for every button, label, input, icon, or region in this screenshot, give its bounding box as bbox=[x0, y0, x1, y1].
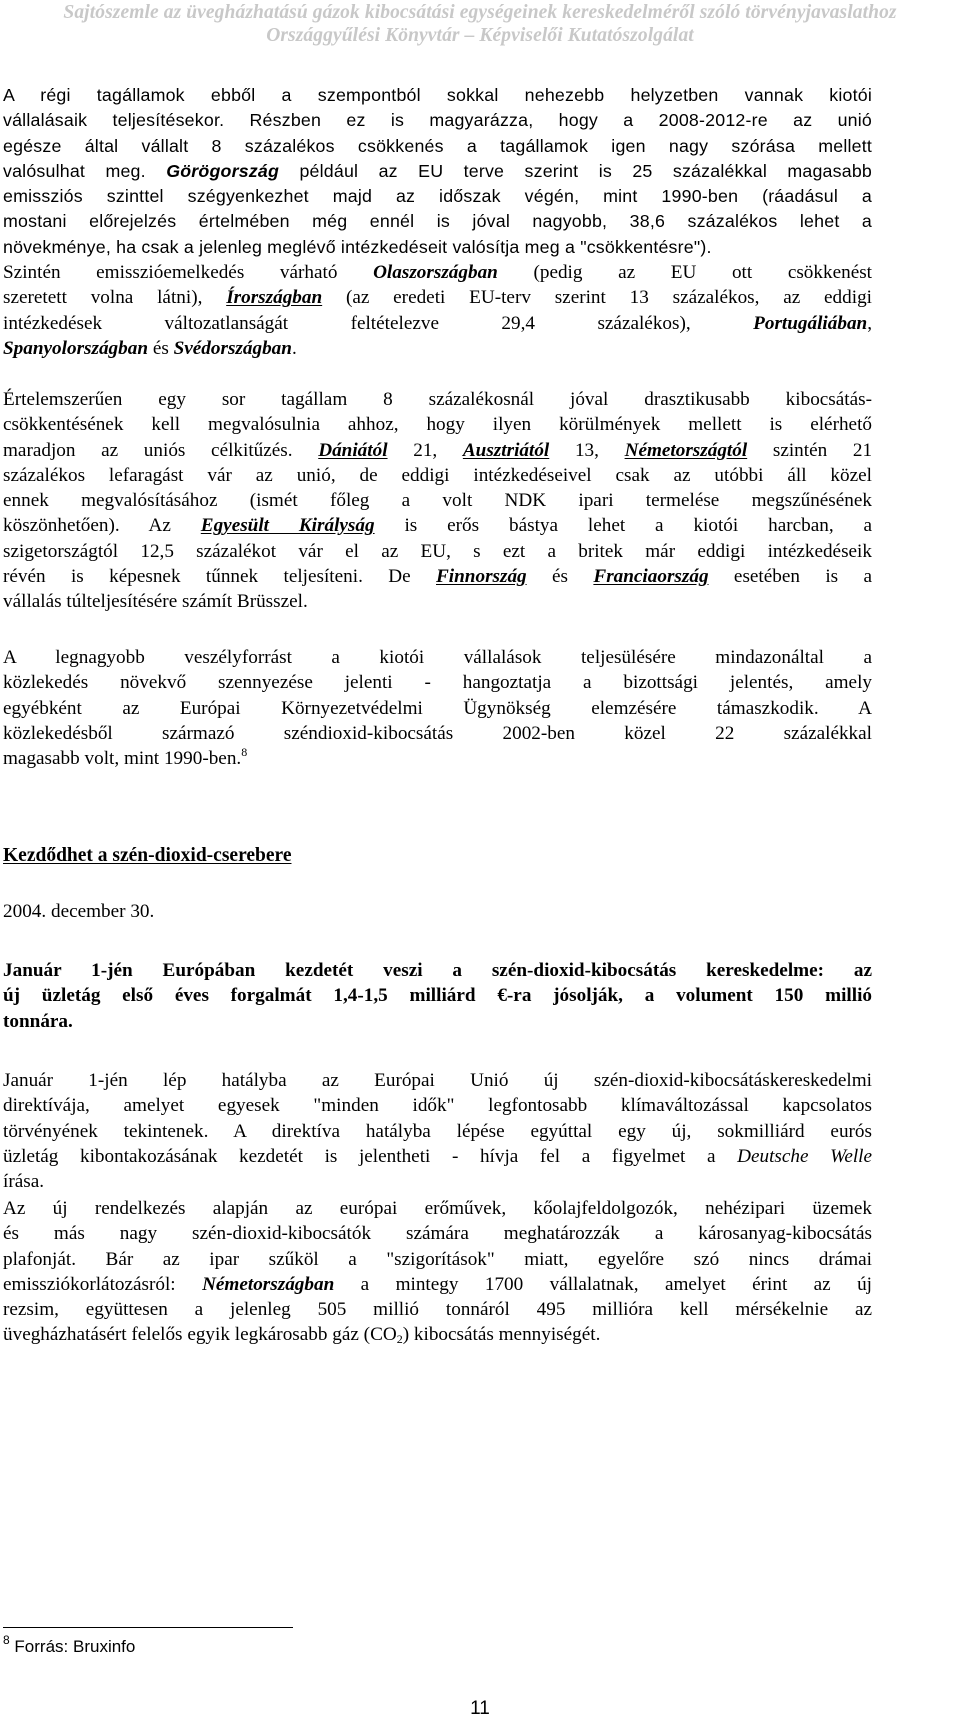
text-line: írása. bbox=[3, 1171, 45, 1193]
text-line: törvényének tekintenek. A direktíva hatályba lépése egyúttal egy új, sokmilliárd eurós bbox=[3, 1120, 872, 1142]
country-denmark: Dániától bbox=[318, 439, 388, 461]
text-line: százalékos lefaragást vár az unió, de eddigi intézkedéseivel csak az utóbbi áll közel bbox=[3, 464, 872, 486]
paragraph-3 bbox=[3, 645, 872, 771]
text-line: üzletág kibontakozásának kezdetét is jelentheti - hívja fel a figyelmet a Deutsche Welle bbox=[3, 1145, 873, 1167]
text-line: plafonját. Bár az ipar szűköl a "szigorítások" miatt, egyelőre szó nincs drámai bbox=[3, 1248, 872, 1270]
text-line: növekménye, ha csak a jelenleg meglévő intézkedéseit valósítja meg a "csökkentésre"). bbox=[3, 236, 712, 257]
text-line: tonnára. bbox=[3, 1010, 73, 1032]
text-line: maradjon az uniós célkitűzés. Dániától 21, Ausztriától 13, Németországtól szintén 21 bbox=[3, 439, 873, 461]
country-sweden: Svédországban bbox=[173, 337, 292, 359]
text-line: Spanyolországban és Svédországban. bbox=[3, 337, 297, 359]
text-line: köszönhetően). Az Egyesült Királyság is erős bástya lehet a kiotói harcban, a bbox=[3, 515, 873, 537]
text-line: direktívája, amelyet egyesek "minden idők" legfontosabb klímaváltozással kapcsolatos bbox=[3, 1095, 872, 1117]
footnote-divider bbox=[3, 1627, 293, 1628]
text-line: intézkedések változatlanságát feltételezve 29,4 százalékos), Portugáliában, bbox=[3, 312, 873, 334]
text-line: Szintén emisszióemelkedés várható Olaszországban (pedig az EU ott csökkenést bbox=[3, 262, 873, 283]
country-germany: Németországtól bbox=[624, 439, 748, 461]
article-lead bbox=[3, 958, 872, 1034]
page-number: 11 bbox=[470, 1698, 490, 1719]
text-line: révén is képesnek tűnnek teljesíteni. De Finnország és Franciaország esetében is a bbox=[3, 566, 873, 588]
text-line: vállalásaik teljesítésekor. Részben ez is magyarázza, hogy a 2008-2012-re az unió bbox=[3, 110, 872, 131]
text-line: vállalás túlteljesítésére számít Brüsszel. bbox=[3, 591, 308, 613]
country-uk: Egyesült Királyság bbox=[200, 515, 375, 537]
text-line: egyébként az Európai Környezetvédelmi Ügynökség elemzésére támaszkodik. A bbox=[3, 697, 872, 719]
country-italy: Olaszországban bbox=[373, 262, 498, 283]
article-paragraph-1 bbox=[3, 1068, 872, 1194]
text-line: Az új rendelkezés alapján az európai erőművek, kőolajfeldolgozók, nehézipari üzemek bbox=[3, 1198, 872, 1219]
text-line: csökkentésének kell megvalósulnia ahhoz, hogy ilyen körülmények mellett is elérhető bbox=[3, 414, 872, 436]
country-germany-2: Németországban bbox=[202, 1273, 335, 1295]
text-line: A legnagyobb veszélyforrást a kiotói vállalások teljesülésére mindazonáltal a bbox=[3, 647, 872, 668]
text-line: magasabb volt, mint 1990-ben.$^8$ bbox=[3, 745, 248, 770]
text-line: A régi tagállamok ebből a szempontból sokkal nehezebb helyzetben vannak kiotói bbox=[3, 85, 872, 105]
footnote-reference: 8 bbox=[241, 745, 248, 760]
text-line: közlekedés növekvő szennyezése jelenti - hangoztatja a bizottsági jelentés, amely bbox=[3, 672, 872, 694]
article-title-text: Kezdődhet a szén-dioxid-cserebere bbox=[3, 845, 292, 866]
country-ireland: Írországban bbox=[226, 287, 323, 309]
text-line: szigetországtól 12,5 százalékot vár el az EU, s ezt a britek már eddigi intézkedéseik bbox=[3, 540, 872, 562]
text-line: rezsim, együttesen a jelenleg 505 millió tonnáról 495 millióra kell mérsékelnie az bbox=[3, 1299, 872, 1321]
country-greece: Görögország bbox=[166, 160, 280, 181]
country-portugal: Portugáliában bbox=[753, 312, 868, 334]
country-france: Franciaország bbox=[593, 566, 709, 588]
paragraph-2 bbox=[3, 387, 872, 615]
text-line: mostani előrejelzés értelmében még ennél is jóval nagyobb, 38,6 százalékos lehet a bbox=[3, 211, 872, 232]
article-paragraph-2 bbox=[3, 1196, 872, 1348]
source-deutsche-welle: Deutsche Welle bbox=[737, 1145, 873, 1167]
text-line: valósulhat meg. Görögország például az EU terve szerint is 25 százalékkal magasabb bbox=[3, 160, 873, 181]
text-line: és más nagy szén-dioxid-kibocsátók számára meghatározzák a károsanyag-kibocsátás bbox=[3, 1223, 872, 1245]
paragraph-1-continued bbox=[3, 260, 872, 361]
country-spain: Spanyolországban bbox=[3, 337, 149, 359]
text-line: szeretett volna látni), Írországban (az eredeti EU-terv szerint 13 százalékos, az eddigi bbox=[3, 287, 872, 309]
running-header-source: Országgyűlési Könyvtár – Képviselői Kutatószolgálat bbox=[266, 25, 694, 46]
text-line: új üzletág első éves forgalmát 1,4-1,5 milliárd €-ra jósolják, a volument 150 millió bbox=[3, 985, 872, 1007]
country-finland: Finnország bbox=[436, 566, 527, 588]
country-austria: Ausztriától bbox=[462, 439, 550, 461]
text-line: közlekedésből származó széndioxid-kibocsátás 2002-ben közel 22 százalékkal bbox=[3, 722, 872, 744]
text-line: emissziós szinttel szégyenkezhet majd az időszak végén, mint 1990-ben (ráadásul a bbox=[3, 186, 872, 207]
running-header-title: Sajtószemle az üvegházhatású gázok kibocsátási egységeinek kereskedelméről szóló törvényjavaslathoz bbox=[63, 2, 897, 23]
article-title bbox=[3, 845, 872, 867]
text-line: egésze által vállalt 8 százalékos csökkenés a tagállamok igen nagy szórása mellett bbox=[3, 135, 872, 156]
article-date: 2004. december 30. bbox=[3, 901, 155, 922]
paragraph-1 bbox=[3, 83, 872, 260]
text-line: üvegházhatásért felelős egyik legkárosabb gáz $(CO_2)$ kibocsátás mennyiségét. bbox=[3, 1324, 601, 1347]
footnote-text: Forrás: Bruxinfo bbox=[14, 1637, 136, 1656]
footnote bbox=[3, 1633, 136, 1657]
text-line: Január 1-jén Európában kezdetét veszi a szén-dioxid-kibocsátás kereskedelme: az bbox=[3, 960, 872, 981]
text-line: Értelemszerűen egy sor tagállam 8 százalékosnál jóval drasztikusabb kibocsátás- bbox=[3, 389, 872, 410]
text-line: ennek megvalósításához (ismét főleg a volt NDK ipari termelése megszűnésének bbox=[3, 490, 872, 512]
footnote-number: 8 bbox=[3, 1633, 10, 1647]
text-line: emissziókorlátozásról: Németországban a mintegy 1700 vállalatnak, amelyet érint az új bbox=[3, 1273, 873, 1295]
text-line: Január 1-jén lép hatályba az Európai Unió új szén-dioxid-kibocsátáskereskedelmi bbox=[3, 1070, 872, 1091]
